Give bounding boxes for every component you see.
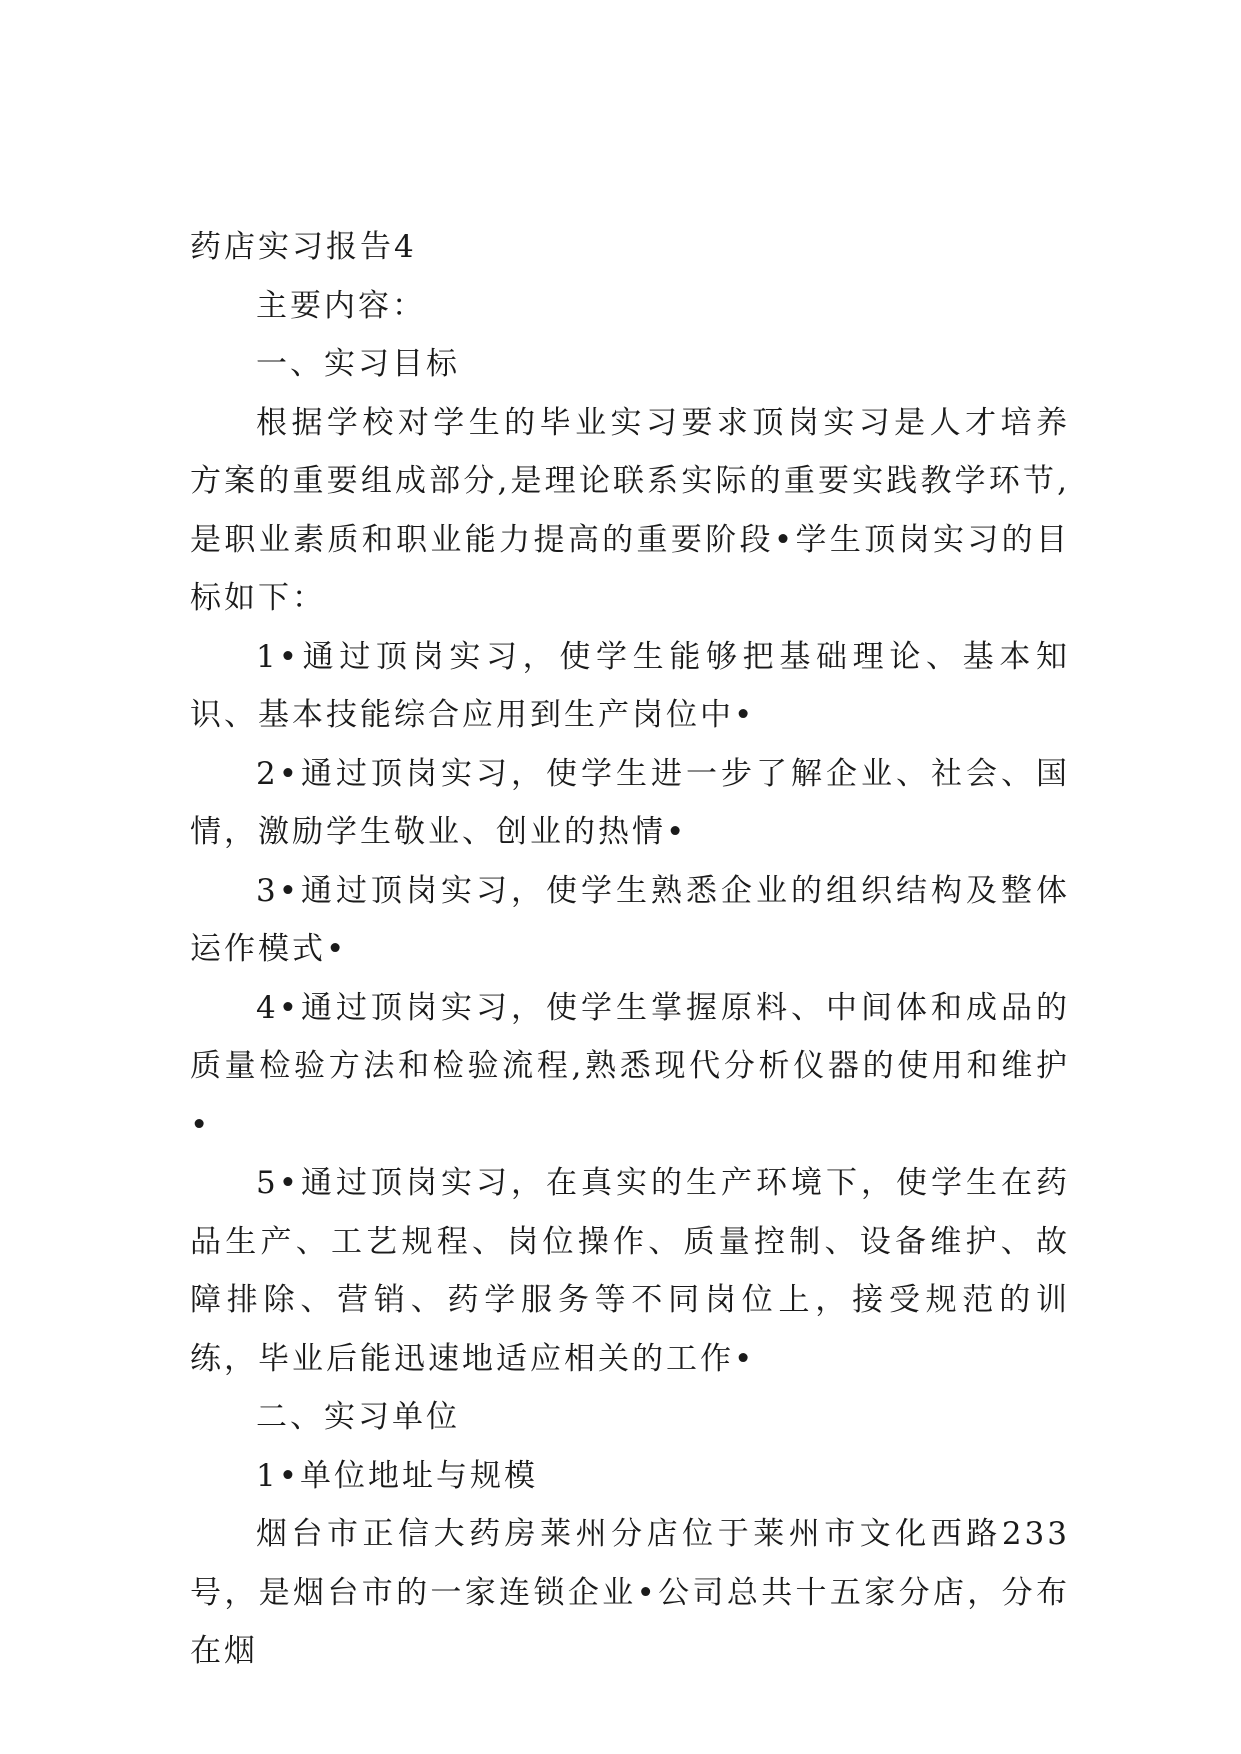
paragraph-goal-3: 3•通过顶岗实习，使学生熟悉企业的组织结构及整体运作模式• (190, 872, 1070, 967)
paragraph-goal-4: 4•通过顶岗实习，使学生掌握原料、中间体和成品的质量检验方法和检验流程,熟悉现代分析仪器的使用和维护• (190, 989, 1070, 1143)
subsection-heading-address-scale: 1•单位地址与规模 (256, 1457, 539, 1494)
paragraph-goal-2: 2•通过顶岗实习，使学生进一步了解企业、社会、国情，激励学生敬业、创业的热情• (190, 755, 1070, 850)
paragraph-goal-5: 5•通过顶岗实习，在真实的生产环境下，使学生在药品生产、工艺规程、岗位操作、质量控制、设备维护、故障排除、营销、药学服务等不同岗位上，接受规范的训练，毕业后能迅速地适应相关的工作• (190, 1165, 1070, 1377)
paragraph-goal-1: 1•通过顶岗实习，使学生能够把基础理论、基本知识、基本技能综合应用到生产岗位中• (190, 638, 1070, 733)
section-heading-internship-unit: 二、实习单位 (256, 1399, 460, 1435)
paragraph-goals-intro: 根据学校对学生的毕业实习要求顶岗实习是人才培养方案的重要组成部分,是理论联系实际的重要实践教学环节,是职业素质和职业能力提高的重要阶段•学生顶岗实习的目标如下： (190, 404, 1070, 616)
section-heading-internship-goals: 一、实习目标 (256, 346, 460, 382)
paragraph-main-content-label: 主要内容： (256, 287, 426, 324)
document-title: 药店实习报告4 (190, 229, 417, 265)
paragraph-unit-description: 烟台市正信大药房莱州分店位于莱州市文化西路233号，是烟台市的一家连锁企业•公司总共十五家分店，分布在烟 (190, 1516, 1070, 1669)
document-body (190, 218, 1070, 1681)
